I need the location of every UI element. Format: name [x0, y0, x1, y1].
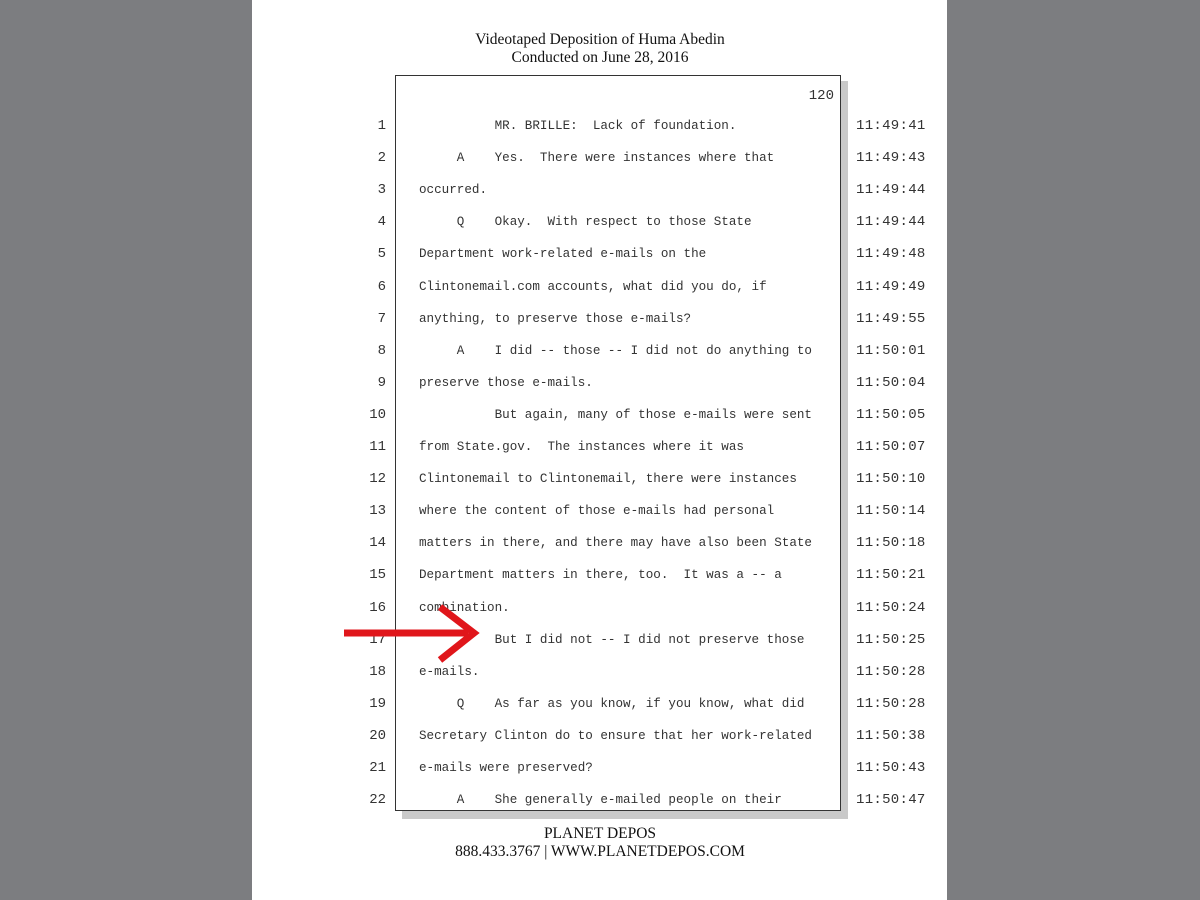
transcript-line	[0, 503, 1200, 523]
document-footer	[0, 825, 1200, 861]
transcript-line	[0, 214, 1200, 234]
line-text: A Yes. There were instances where that	[419, 151, 775, 166]
timestamp: 11:50:28	[856, 695, 926, 712]
timestamp: 11:50:07	[856, 439, 926, 455]
timestamp: 11:50:43	[856, 760, 926, 776]
timestamp: 11:50:14	[856, 503, 926, 520]
line-text: e-mails.	[419, 664, 480, 679]
line-text: Clintonemail.com accounts, what did you do, if	[419, 279, 767, 294]
timestamp: 11:50:04	[856, 374, 926, 391]
line-number: 2	[377, 150, 386, 167]
timestamp: 11:50:25	[856, 631, 926, 648]
transcript-line	[0, 471, 1200, 491]
line-number: 12	[369, 471, 386, 488]
line-number: 6	[377, 278, 386, 295]
line-number: 10	[369, 406, 386, 423]
transcript-line	[0, 311, 1200, 331]
timestamp: 11:50:01	[856, 342, 926, 359]
timestamp: 11:49:44	[856, 214, 926, 231]
line-text: Clintonemail to Clintonemail, there were instances	[419, 472, 797, 487]
line-text: combination.	[419, 600, 510, 615]
line-text: Q As far as you know, if you know, what did	[419, 696, 805, 711]
line-number: 3	[377, 182, 386, 199]
line-number: 9	[377, 374, 386, 391]
line-number: 22	[369, 792, 386, 809]
line-text: Secretary Clinton do to ensure that her work-related	[419, 728, 812, 743]
transcript-line	[0, 118, 1200, 138]
timestamp: 11:50:28	[856, 663, 926, 680]
line-number: 5	[377, 246, 386, 263]
transcript-line	[0, 600, 1200, 620]
header-date: Conducted on June 28, 2016	[511, 49, 689, 66]
line-number: 1	[377, 118, 386, 134]
line-text: matters in there, and there may have also been State	[419, 536, 812, 551]
line-number: 14	[369, 535, 386, 552]
transcript-line	[0, 246, 1200, 266]
transcript-line	[0, 407, 1200, 427]
timestamp: 11:49:44	[856, 182, 926, 199]
transcript-line	[0, 728, 1200, 748]
line-number: 16	[369, 599, 386, 616]
transcript-page-number: 120	[808, 88, 834, 104]
line-text: e-mails were preserved?	[419, 761, 593, 775]
timestamp: 11:50:18	[856, 535, 926, 552]
line-text: Q Okay. With respect to those State	[419, 215, 752, 230]
transcript-line	[0, 279, 1200, 299]
transcript-line	[0, 696, 1200, 716]
transcript-line	[0, 182, 1200, 202]
document-header	[0, 31, 1200, 67]
transcript-line	[0, 632, 1200, 652]
timestamp: 11:50:21	[856, 567, 926, 584]
timestamp: 11:49:41	[856, 118, 926, 134]
line-text: A I did -- those -- I did not do anything to	[419, 343, 812, 358]
timestamp: 11:49:49	[856, 278, 926, 295]
line-text: Department work-related e-mails on the	[419, 247, 707, 262]
line-number: 18	[369, 663, 386, 680]
line-text: preserve those e-mails.	[419, 375, 593, 390]
transcript-line	[0, 343, 1200, 363]
line-text: occurred.	[419, 183, 488, 198]
line-text: But I did not -- I did not preserve those	[419, 632, 805, 647]
timestamp: 11:50:38	[856, 727, 926, 744]
timestamp: 11:49:43	[856, 150, 926, 167]
timestamp: 11:50:47	[856, 792, 926, 809]
transcript-line	[0, 439, 1200, 459]
line-text: But again, many of those e-mails were sent	[419, 407, 812, 422]
line-text: A She generally e-mailed people on their	[419, 793, 782, 808]
line-number: 17	[369, 631, 386, 648]
line-number: 8	[377, 342, 386, 359]
footer-company: PLANET DEPOS	[543, 825, 657, 842]
transcript-line	[0, 760, 1200, 780]
line-number: 11	[369, 439, 386, 455]
timestamp: 11:50:10	[856, 471, 926, 488]
line-number: 7	[377, 310, 386, 327]
line-text: from State.gov. The instances where it was	[419, 440, 744, 454]
timestamp: 11:50:05	[856, 406, 926, 423]
line-number: 20	[369, 727, 386, 744]
transcript-line	[0, 150, 1200, 170]
transcript-line	[0, 535, 1200, 555]
line-number: 21	[369, 760, 386, 776]
line-number: 15	[369, 567, 386, 584]
red-arrow-icon	[340, 604, 490, 664]
line-number: 19	[369, 695, 386, 712]
line-text: MR. BRILLE: Lack of foundation.	[419, 119, 737, 133]
timestamp: 11:49:55	[856, 310, 926, 327]
line-text: Department matters in there, too. It was a -- a	[419, 568, 782, 583]
line-number: 13	[369, 503, 386, 520]
transcript-line	[0, 664, 1200, 684]
line-number: 4	[377, 214, 386, 231]
line-text: where the content of those e-mails had personal	[419, 504, 775, 519]
header-title: Videotaped Deposition of Huma Abedin	[475, 31, 725, 48]
transcript-line	[0, 792, 1200, 812]
transcript-line	[0, 567, 1200, 587]
timestamp: 11:50:24	[856, 599, 926, 616]
line-text: anything, to preserve those e-mails?	[419, 311, 692, 326]
timestamp: 11:49:48	[856, 246, 926, 263]
transcript-line	[0, 375, 1200, 395]
footer-contact: 888.433.3767 | WWW.PLANETDEPOS.COM	[455, 843, 745, 860]
